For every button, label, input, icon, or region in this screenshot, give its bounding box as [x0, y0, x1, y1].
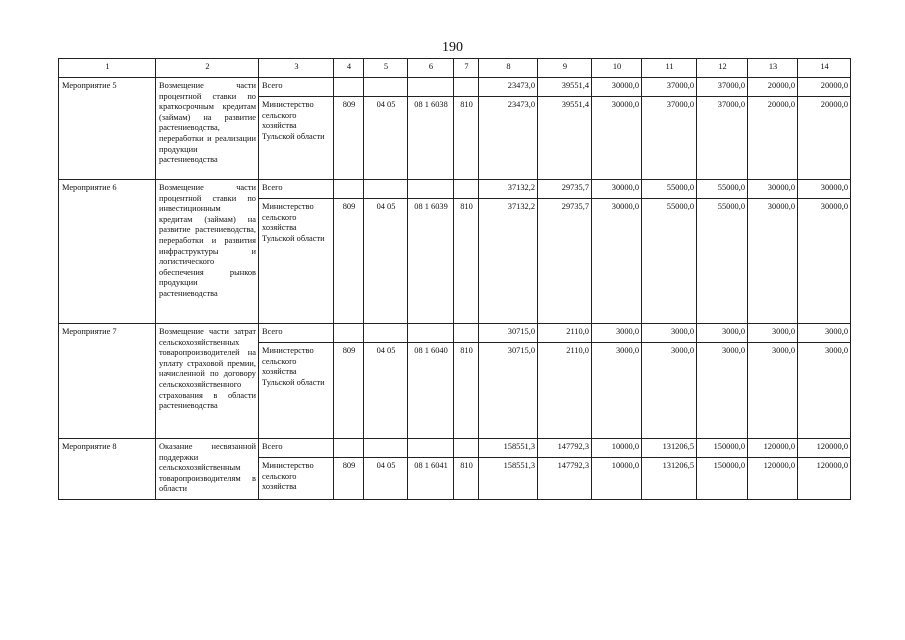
- value-cell: 37132,2: [479, 199, 538, 324]
- value-cell: 30715,0: [479, 343, 538, 439]
- value-cell: 30000,0: [798, 180, 851, 199]
- value-cell: 37000,0: [697, 97, 748, 180]
- target-code: [408, 324, 454, 343]
- header-cell: 12: [697, 59, 748, 78]
- event-description: Оказание несвязанной поддержки сельскохозяйственным товаропроизводителям в области: [156, 439, 259, 500]
- budget-code: 809: [334, 97, 364, 180]
- value-cell: 30000,0: [798, 199, 851, 324]
- header-cell: 4: [334, 59, 364, 78]
- table-row: [59, 324, 851, 343]
- value-cell: 3000,0: [798, 324, 851, 343]
- budget-code: [334, 78, 364, 97]
- budget-code: 809: [334, 343, 364, 439]
- value-cell: 20000,0: [798, 78, 851, 97]
- event-name: Мероприятие 8: [59, 439, 156, 500]
- section-code: [364, 78, 408, 97]
- value-cell: 3000,0: [642, 324, 697, 343]
- value-cell: 29735,7: [538, 199, 592, 324]
- expense-code: 810: [454, 199, 479, 324]
- value-cell: 2110,0: [538, 324, 592, 343]
- event-description: Возмещение части затрат сельскохозяйственных товаропроизводителей на уплату страховой премии, начисленной по договору сельскохозяйственного страхования в области растениеводства: [156, 324, 259, 439]
- value-cell: 55000,0: [697, 199, 748, 324]
- row-label: Министерство сельского хозяйства Тульской области: [259, 343, 334, 439]
- value-cell: 147792,3: [538, 458, 592, 500]
- value-cell: 30715,0: [479, 324, 538, 343]
- table-row: [59, 439, 851, 458]
- header-cell: 9: [538, 59, 592, 78]
- section-code: 04 05: [364, 97, 408, 180]
- event-description: Возмещение части процентной ставки по инвестиционным кредитам (займам) на развитие растениеводства, переработки и развития инфраструктуры и логистического обеспечения рынков продукции растениеводства: [156, 180, 259, 324]
- value-cell: 55000,0: [642, 180, 697, 199]
- value-cell: 55000,0: [642, 199, 697, 324]
- value-cell: 23473,0: [479, 78, 538, 97]
- value-cell: 30000,0: [592, 180, 642, 199]
- value-cell: 3000,0: [592, 324, 642, 343]
- value-cell: 3000,0: [697, 343, 748, 439]
- value-cell: 39551,4: [538, 78, 592, 97]
- budget-table: [58, 58, 851, 500]
- target-code: [408, 180, 454, 199]
- value-cell: 150000,0: [697, 458, 748, 500]
- target-code: 08 1 6040: [408, 343, 454, 439]
- value-cell: 20000,0: [748, 78, 798, 97]
- row-label: Министерство сельского хозяйства: [259, 458, 334, 500]
- header-cell: 8: [479, 59, 538, 78]
- section-code: 04 05: [364, 458, 408, 500]
- header-cell: 5: [364, 59, 408, 78]
- value-cell: 120000,0: [748, 458, 798, 500]
- value-cell: 10000,0: [592, 439, 642, 458]
- expense-code: [454, 180, 479, 199]
- expense-code: 810: [454, 343, 479, 439]
- value-cell: 150000,0: [697, 439, 748, 458]
- value-cell: 3000,0: [748, 343, 798, 439]
- row-label: Всего: [259, 439, 334, 458]
- header-cell: 11: [642, 59, 697, 78]
- expense-code: [454, 324, 479, 343]
- value-cell: 30000,0: [592, 97, 642, 180]
- value-cell: 158551,3: [479, 458, 538, 500]
- row-label: Всего: [259, 180, 334, 199]
- value-cell: 3000,0: [748, 324, 798, 343]
- target-code: 08 1 6038: [408, 97, 454, 180]
- target-code: 08 1 6039: [408, 199, 454, 324]
- header-cell: 1: [59, 59, 156, 78]
- value-cell: 39551,4: [538, 97, 592, 180]
- value-cell: 30000,0: [748, 199, 798, 324]
- header-cell: 3: [259, 59, 334, 78]
- event-description: Возмещение части процентной ставки по краткосрочным кредитам (займам) на развитие растениеводства, переработки и реализации продукции растениеводства: [156, 78, 259, 180]
- value-cell: 30000,0: [592, 199, 642, 324]
- value-cell: 3000,0: [592, 343, 642, 439]
- value-cell: 131206,5: [642, 458, 697, 500]
- value-cell: 30000,0: [748, 180, 798, 199]
- row-label: Министерство сельского хозяйства Тульской области: [259, 97, 334, 180]
- value-cell: 3000,0: [798, 343, 851, 439]
- value-cell: 120000,0: [798, 458, 851, 500]
- row-label: Всего: [259, 324, 334, 343]
- header-cell: 7: [454, 59, 479, 78]
- row-label: Министерство сельского хозяйства Тульской области: [259, 199, 334, 324]
- value-cell: 23473,0: [479, 97, 538, 180]
- event-name: Мероприятие 6: [59, 180, 156, 324]
- section-code: 04 05: [364, 199, 408, 324]
- value-cell: 120000,0: [798, 439, 851, 458]
- value-cell: 20000,0: [748, 97, 798, 180]
- budget-code: [334, 439, 364, 458]
- table-row: [59, 78, 851, 97]
- value-cell: 3000,0: [642, 343, 697, 439]
- event-name: Мероприятие 7: [59, 324, 156, 439]
- page-number: 190: [442, 40, 463, 55]
- budget-code: [334, 324, 364, 343]
- expense-code: 810: [454, 97, 479, 180]
- expense-code: [454, 78, 479, 97]
- value-cell: 10000,0: [592, 458, 642, 500]
- table-header-row: [59, 59, 851, 78]
- section-code: [364, 180, 408, 199]
- header-cell: 14: [798, 59, 851, 78]
- header-cell: 13: [748, 59, 798, 78]
- value-cell: 147792,3: [538, 439, 592, 458]
- header-cell: 2: [156, 59, 259, 78]
- header-cell: 6: [408, 59, 454, 78]
- value-cell: 37000,0: [642, 97, 697, 180]
- value-cell: 131206,5: [642, 439, 697, 458]
- budget-code: 809: [334, 458, 364, 500]
- value-cell: 2110,0: [538, 343, 592, 439]
- table-row: [59, 180, 851, 199]
- section-code: [364, 324, 408, 343]
- section-code: [364, 439, 408, 458]
- target-code: [408, 439, 454, 458]
- value-cell: 3000,0: [697, 324, 748, 343]
- header-cell: 10: [592, 59, 642, 78]
- budget-code: [334, 180, 364, 199]
- value-cell: 37000,0: [697, 78, 748, 97]
- target-code: [408, 78, 454, 97]
- value-cell: 120000,0: [748, 439, 798, 458]
- value-cell: 158551,3: [479, 439, 538, 458]
- section-code: 04 05: [364, 343, 408, 439]
- value-cell: 29735,7: [538, 180, 592, 199]
- value-cell: 20000,0: [798, 97, 851, 180]
- value-cell: 37132,2: [479, 180, 538, 199]
- value-cell: 55000,0: [697, 180, 748, 199]
- value-cell: 37000,0: [642, 78, 697, 97]
- budget-code: 809: [334, 199, 364, 324]
- expense-code: 810: [454, 458, 479, 500]
- expense-code: [454, 439, 479, 458]
- event-name: Мероприятие 5: [59, 78, 156, 180]
- value-cell: 30000,0: [592, 78, 642, 97]
- target-code: 08 1 6041: [408, 458, 454, 500]
- row-label: Всего: [259, 78, 334, 97]
